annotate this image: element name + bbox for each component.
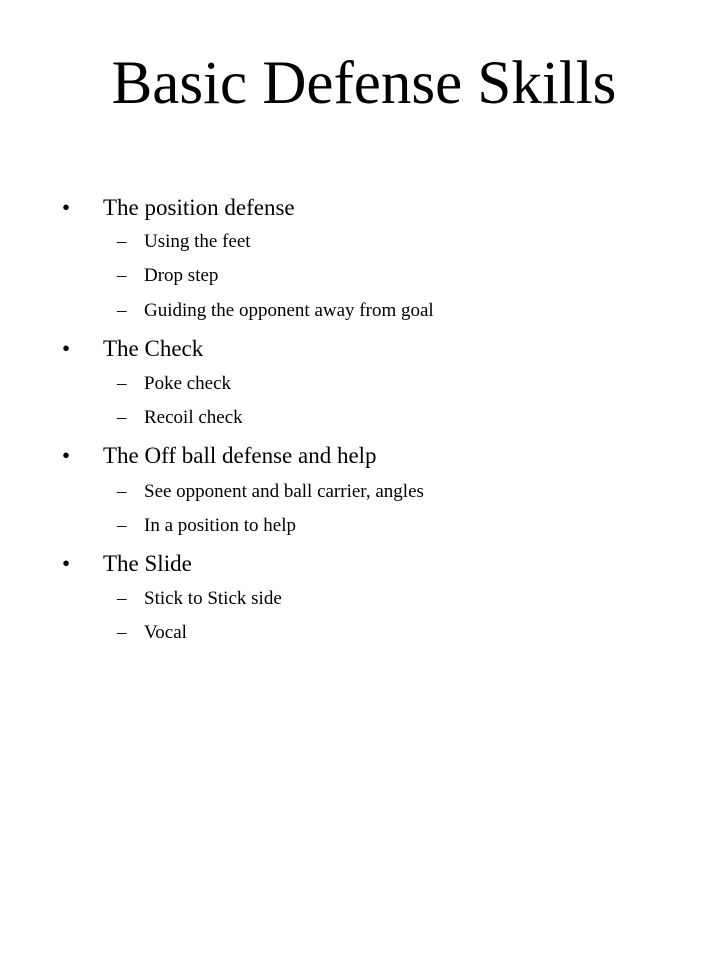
sub-bullet-marker: – bbox=[117, 481, 127, 502]
sub-bullet-item: Poke check bbox=[144, 373, 232, 394]
bullet-marker: • bbox=[62, 443, 71, 468]
sub-bullet-item: See opponent and ball carrier, angles bbox=[144, 481, 424, 502]
slide-title: Basic Defense Skills bbox=[111, 50, 617, 117]
sub-bullet-item: Stick to Stick side bbox=[144, 588, 282, 609]
sub-bullet-marker: – bbox=[117, 265, 127, 286]
sub-bullet-item: Recoil check bbox=[144, 407, 243, 428]
sub-bullet-marker: – bbox=[117, 588, 127, 609]
sub-bullet-marker: – bbox=[117, 515, 127, 536]
sub-bullet-item: Drop step bbox=[144, 265, 219, 286]
bullet-item: The Off ball defense and help bbox=[103, 443, 377, 468]
bullet-marker: • bbox=[62, 195, 71, 220]
sub-bullet-marker: – bbox=[117, 373, 127, 394]
sub-bullet-item: Using the feet bbox=[144, 231, 251, 252]
bullet-marker: • bbox=[62, 551, 71, 576]
sub-bullet-item: In a position to help bbox=[144, 515, 296, 536]
sub-bullet-marker: – bbox=[117, 622, 127, 643]
sub-bullet-item: Guiding the opponent away from goal bbox=[144, 300, 434, 321]
bullet-item: The Slide bbox=[103, 551, 192, 576]
bullet-marker: • bbox=[62, 336, 71, 361]
bullet-item: The position defense bbox=[103, 195, 295, 220]
sub-bullet-marker: – bbox=[117, 300, 127, 321]
sub-bullet-marker: – bbox=[117, 231, 127, 252]
sub-bullet-marker: – bbox=[117, 407, 127, 428]
bullet-item: The Check bbox=[103, 336, 204, 361]
sub-bullet-item: Vocal bbox=[144, 622, 187, 643]
